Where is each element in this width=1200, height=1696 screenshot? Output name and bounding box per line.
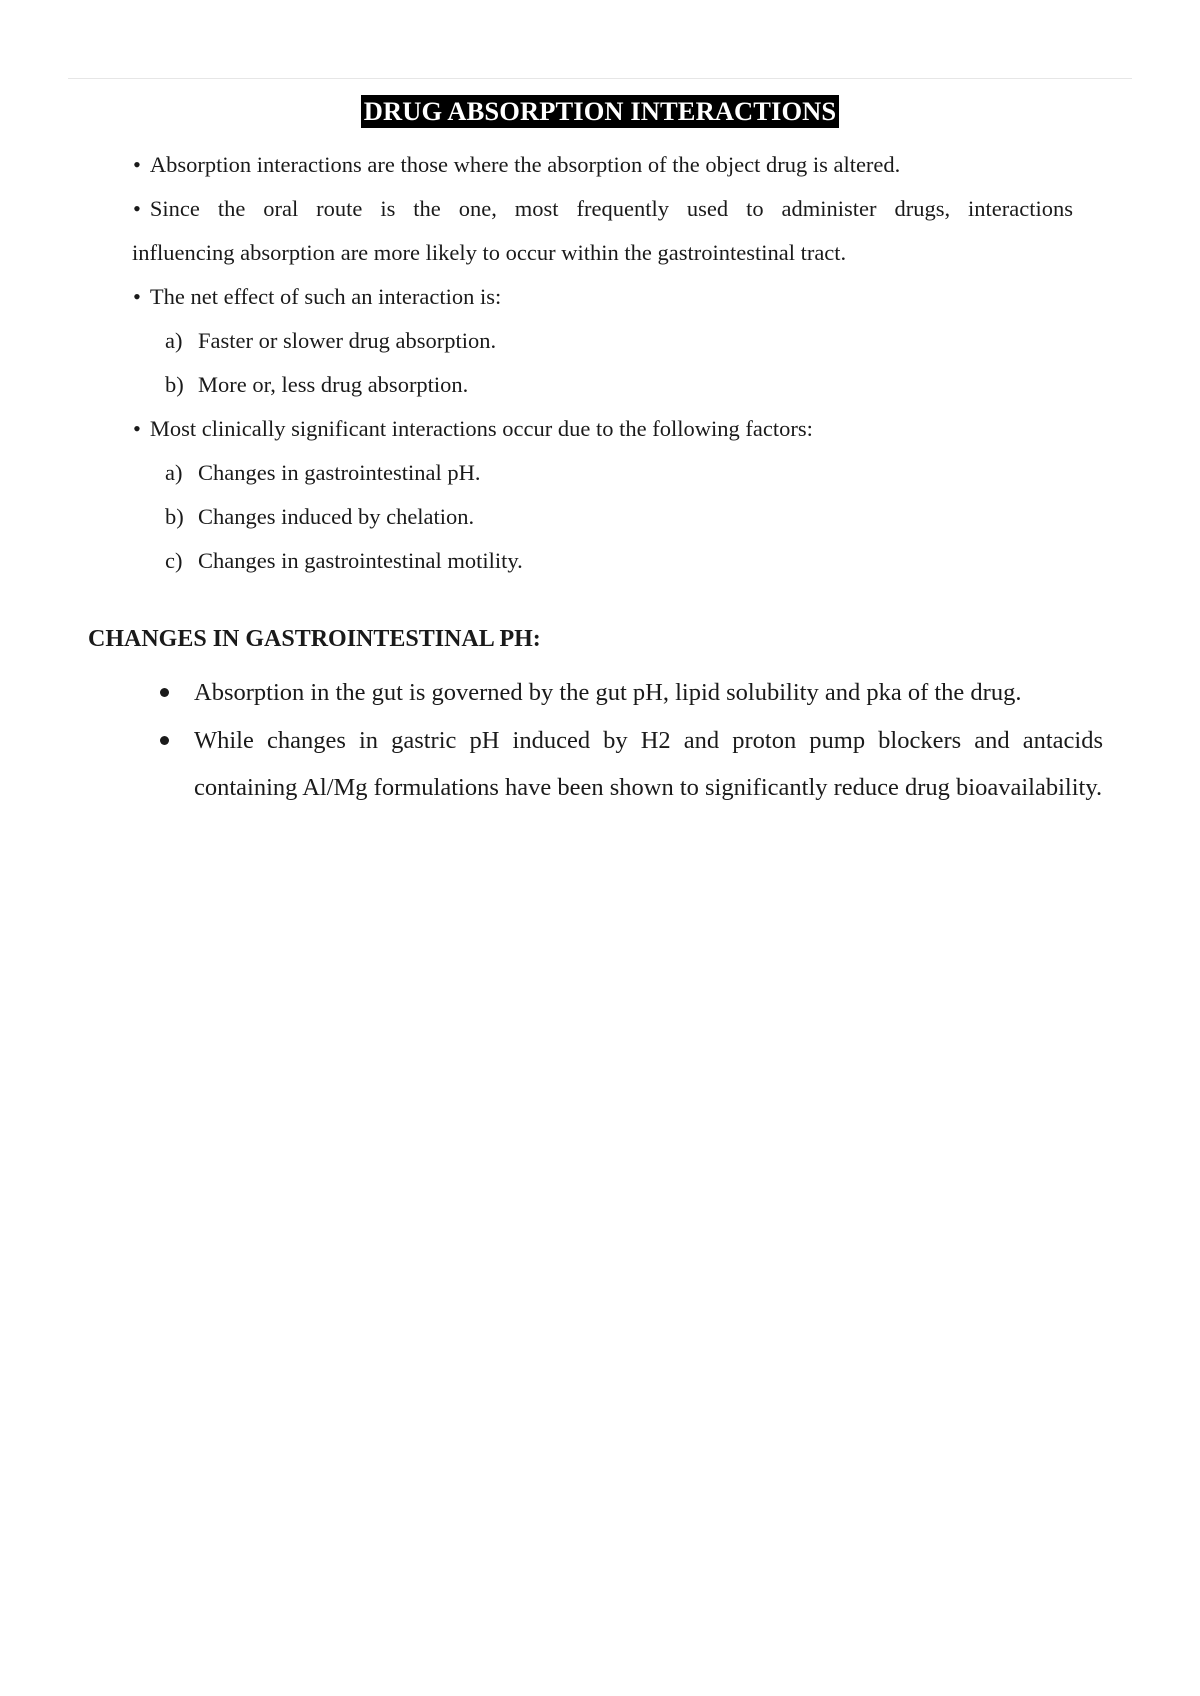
bullet-icon <box>160 736 169 745</box>
list-item-text: Changes in gastrointestinal motility. <box>198 548 523 573</box>
section-heading: CHANGES IN GASTROINTESTINAL PH: <box>88 626 541 652</box>
list-item <box>133 451 1073 495</box>
list-item <box>133 495 1073 539</box>
intro-bullet-2-line-2 <box>132 231 1073 275</box>
list-item-text: Faster or slower drug absorption. <box>198 328 497 353</box>
list-marker: b) <box>165 504 184 529</box>
list-marker: a) <box>165 460 183 485</box>
bullet-icon: • <box>133 152 141 177</box>
title-container <box>0 95 1200 128</box>
intro-bullet-2-line-1 <box>133 187 1073 231</box>
list-item-text: Changes in gastrointestinal pH. <box>198 460 481 485</box>
list-item <box>133 319 1073 363</box>
list-item <box>133 539 1073 583</box>
bullet-icon: • <box>133 416 141 441</box>
intro-bullet-4-text: Most clinically significant interactions occur due to the following factors: <box>149 416 813 441</box>
section-bullet-list <box>160 669 1103 812</box>
list-item <box>160 669 1103 716</box>
intro-bullet-1 <box>133 143 1073 187</box>
intro-bullet-1-text: Absorption interactions are those where the absorption of the object drug is altered. <box>149 152 901 177</box>
page-title: DRUG ABSORPTION INTERACTIONS <box>361 95 840 128</box>
list-item-text: Absorption in the gut is governed by the gut pH, lipid solubility and pka of the drug. <box>194 679 1022 706</box>
bullet-icon <box>160 688 169 697</box>
top-divider <box>68 78 1132 79</box>
list-item-text: More or, less drug absorption. <box>198 372 469 397</box>
list-marker: a) <box>165 328 183 353</box>
intro-bullet-4 <box>133 407 1073 451</box>
list-item-text: While changes in gastric pH induced by H2 and proton pump blockers and antacids containing Al/Mg formulations have been shown to significantly reduce drug bioavailability. <box>194 727 1103 801</box>
intro-bullet-3-text: The net effect of such an interaction is: <box>149 284 502 309</box>
list-item-text: Changes induced by chelation. <box>198 504 475 529</box>
bullet-icon: • <box>133 196 141 221</box>
bullet-icon: • <box>133 284 141 309</box>
intro-section <box>133 143 1073 583</box>
list-item <box>160 717 1103 811</box>
intro-bullet-2-text-line-2: influencing absorption are more likely to occur within the gastrointestinal tract. <box>132 240 847 265</box>
list-marker: c) <box>165 548 183 573</box>
list-item <box>133 363 1073 407</box>
list-marker: b) <box>165 372 184 397</box>
intro-bullet-3 <box>133 275 1073 319</box>
intro-bullet-2-text-line-1: Since the oral route is the one, most frequently used to administer drugs, interactions <box>149 196 1073 221</box>
